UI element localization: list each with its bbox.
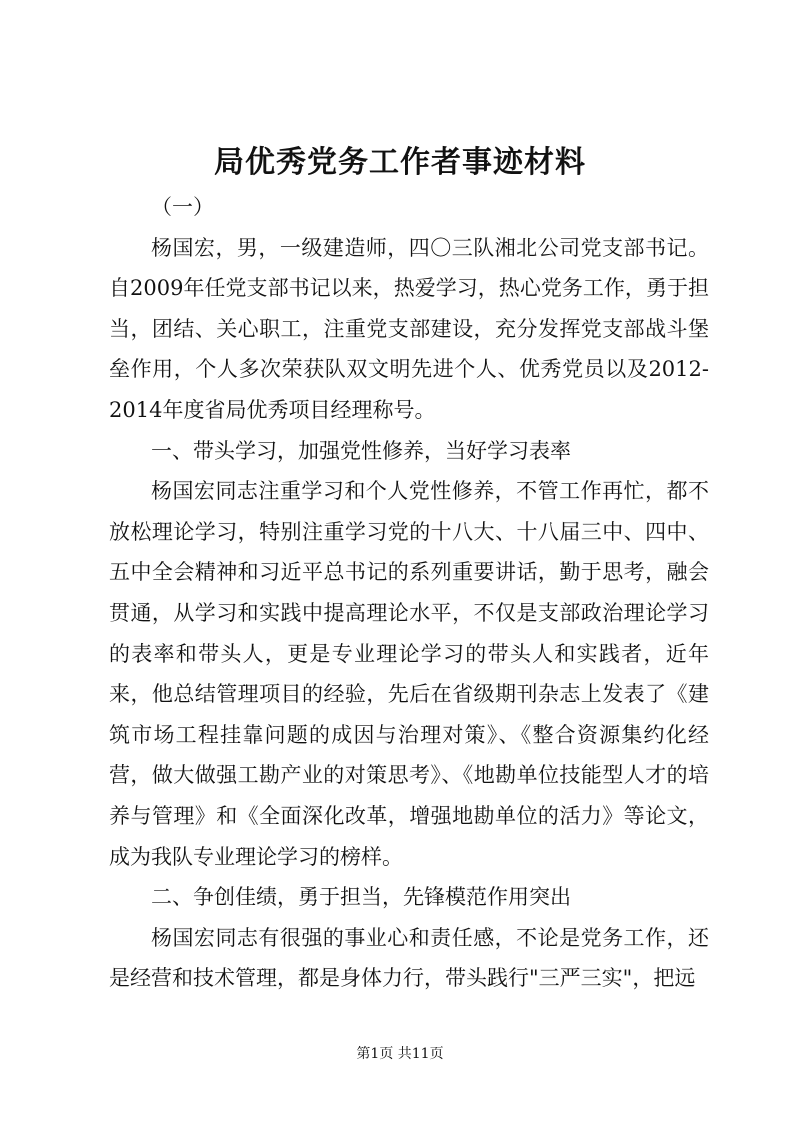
document-body xyxy=(109,187,709,999)
page-footer xyxy=(0,1044,800,1064)
heading-section-1: 一、带头学习，加强党性修养，当好学习表率 xyxy=(151,438,571,463)
heading-section-2: 二、争创佳绩，勇于担当，先锋模范作用突出 xyxy=(151,885,571,910)
document-title: 局优秀党务工作者事迹材料 xyxy=(214,145,586,180)
paragraph-section-1: 杨国宏同志注重学习和个人党性修养，不管工作再忙，都不放松理论学习，特别注重学习党的十八大、十八届三中、四中、五中全会精神和习近平总书记的系列重要讲话，勤于思考，融会贯通，从学习和实践中提高理论水平，不仅是支部政治理论学习的表率和带头人，更是专业理论学习的带头人和实践者，近年来，他总结管理项目的经验，先后在省级期刊杂志上发表了《建筑市场工程挂靠问题的成因与治理对策》、《整合资源集约化经营，做大做强工勘产业的对策思考》、《地勘单位技能型人才的培养与管理》和《全面深化改革，增强地勘单位的活力》等论文，成为我队专业理论学习的榜样。 xyxy=(109,479,709,869)
section-marker: （一） xyxy=(151,195,214,219)
paragraph-intro: 杨国宏，男，一级建造师，四〇三队湘北公司党支部书记。自2009年任党支部书记以来，热爱学习，热心党务工作，勇于担当，团结、关心职工，注重党支部建设，充分发挥党支部战斗堡垒作用，个人多次荣获队双文明先进个人、优秀党员以及2012-2014年度省局优秀项目经理称号。 xyxy=(109,235,709,422)
paragraph-section-2: 杨国宏同志有很强的事业心和责任感，不论是党务工作，还是经营和技术管理，都是身体力行，带头践行"三严三实"，把远 xyxy=(109,925,709,991)
page-number: 第1页 共11页 xyxy=(356,1046,444,1062)
